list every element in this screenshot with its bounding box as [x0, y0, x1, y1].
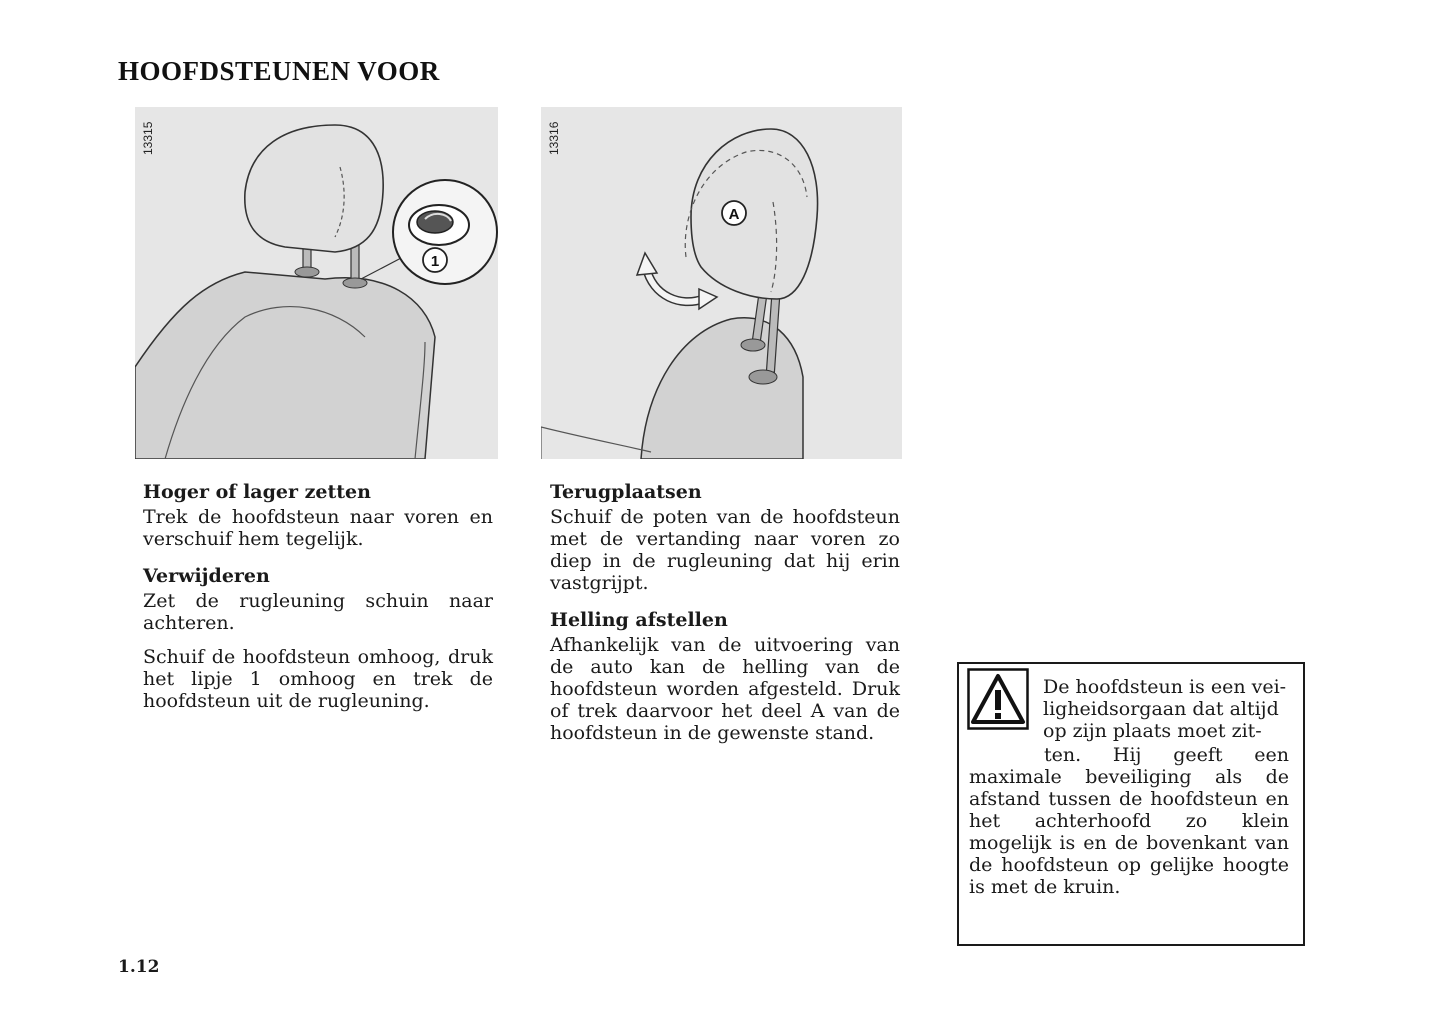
warning-text-top — [1043, 676, 1293, 742]
callout-1: 1 — [430, 253, 440, 270]
section-heading: Terugplaatsen — [550, 481, 702, 503]
warning-line: ligheidsorgaan dat altijd — [1043, 698, 1279, 720]
left-column — [143, 480, 493, 712]
paragraph: Zet de rugleuning schuin naar achteren. — [143, 590, 493, 634]
warning-line: De hoofdsteun is een vei- — [1043, 676, 1287, 698]
page-number: 1.12 — [118, 957, 160, 977]
warning-box — [957, 662, 1305, 946]
page-title: HOOFDSTEUNEN VOOR — [118, 56, 440, 86]
middle-column — [550, 480, 900, 744]
headrest-removal-illustration — [135, 107, 498, 459]
paragraph: Schuif de poten van de hoofdsteun met de vertanding naar voren zo diep in de rugleuning dat hij erin vastgrijpt. — [550, 506, 900, 594]
section-heading: Helling afstellen — [550, 609, 728, 631]
paragraph: Trek de hoofdsteun naar voren en verschuif hem tegelijk. — [143, 506, 493, 550]
warning-line: op zijn plaats moet zit- — [1043, 720, 1262, 742]
section-heading: Hoger of lager zetten — [143, 481, 371, 503]
figure-id: 13315 — [141, 121, 155, 155]
callout-A: A — [728, 206, 740, 223]
paragraph: Schuif de hoofdsteun omhoog, druk het lipje 1 omhoog en trek de hoofdsteun uit de rugleuning. — [143, 646, 493, 712]
paragraph: Afhankelijk van de uitvoering van de auto kan de helling van de hoofdsteun worden afgesteld. Druk of trek daarvoor het deel A van de hoofdsteun in de gewenste stand. — [550, 634, 900, 744]
figure-headrest-removal — [135, 107, 498, 459]
warning-triangle-icon — [967, 668, 1029, 730]
section-heading: Verwijderen — [143, 565, 270, 587]
warning-text-body: ten. Hij geeft een maximale beveiliging als de afstand tussen de hoofdsteun en het achterhoofd zo klein mogelijk is en de bovenkant van de hoofdsteun op gelijke hoogte is met de kruin. — [969, 744, 1289, 898]
figure-id: 13316 — [547, 121, 561, 155]
headrest-tilt-illustration — [541, 107, 902, 459]
figure-headrest-tilt — [541, 107, 902, 459]
